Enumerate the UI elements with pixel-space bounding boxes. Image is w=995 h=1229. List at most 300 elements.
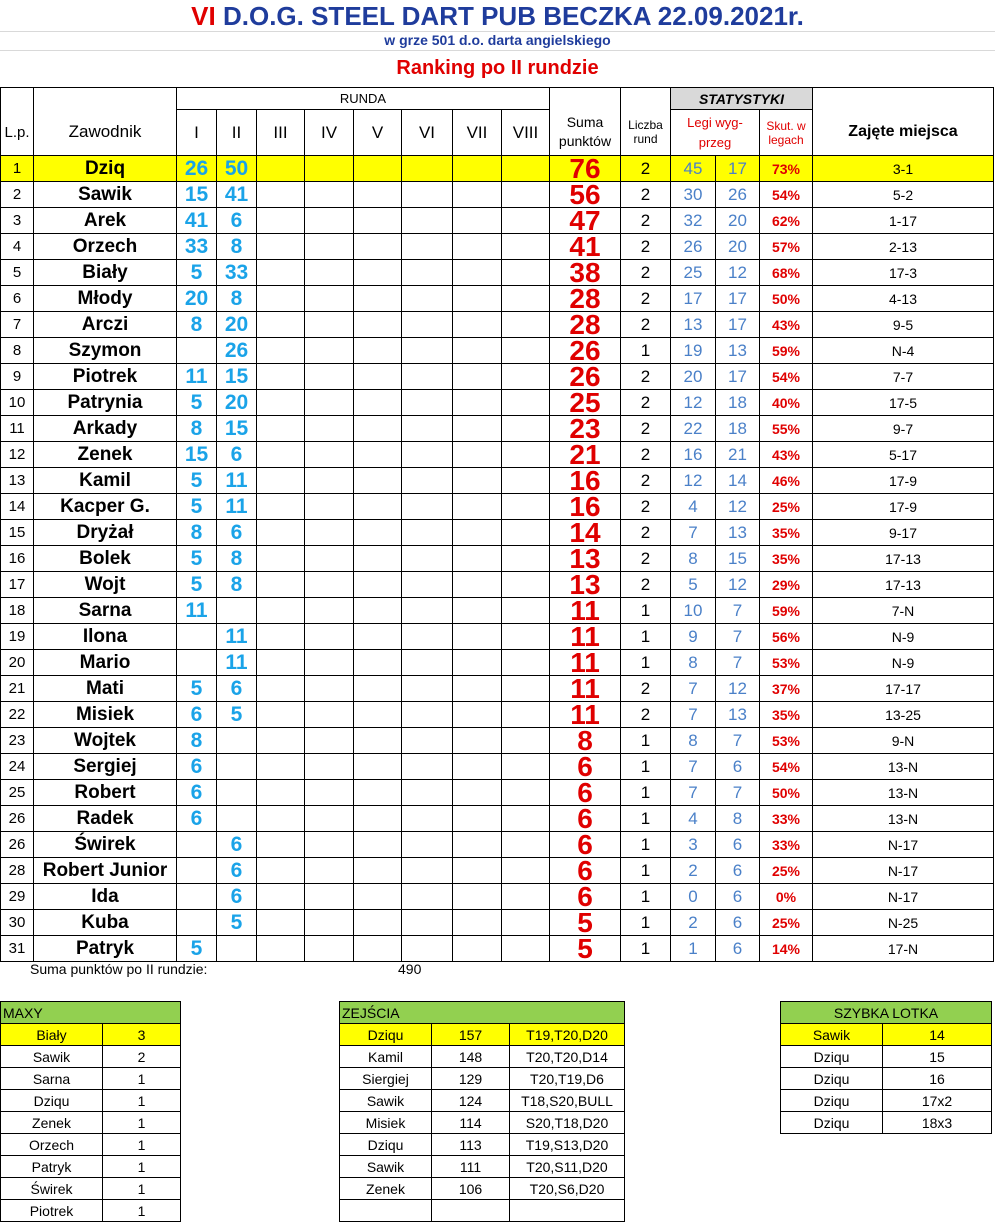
maxy-player: Piotrek [1, 1200, 103, 1222]
round-count: 2 [621, 312, 671, 338]
round-5-score [354, 260, 402, 286]
legs-lost: 12 [716, 572, 760, 598]
round-2-score: 26 [217, 338, 257, 364]
round-7-score [453, 676, 502, 702]
legs-won: 19 [671, 338, 716, 364]
round-2-score [217, 936, 257, 962]
lp-cell: 20 [1, 650, 34, 676]
round-8-score [502, 208, 550, 234]
places-taken: 13-N [813, 806, 994, 832]
round-count: 1 [621, 754, 671, 780]
legs-lost: 12 [716, 676, 760, 702]
leg-efficiency: 25% [760, 910, 813, 936]
round-count: 1 [621, 624, 671, 650]
round-count: 2 [621, 286, 671, 312]
places-taken: 13-N [813, 754, 994, 780]
legs-lost: 7 [716, 598, 760, 624]
legs-won: 2 [671, 910, 716, 936]
round-1-score: 5 [177, 676, 217, 702]
round-7-score [453, 936, 502, 962]
round-count: 2 [621, 260, 671, 286]
places-taken: 7-N [813, 598, 994, 624]
sum-points: 6 [550, 884, 621, 910]
player-name: Biały [34, 260, 177, 286]
player-name: Sergiej [34, 754, 177, 780]
places-taken: 17-17 [813, 676, 994, 702]
round-header: VIII [502, 110, 550, 156]
zejscia-row [340, 1024, 625, 1046]
maxy-count: 1 [103, 1156, 181, 1178]
round-4-score [305, 676, 354, 702]
leg-efficiency: 35% [760, 520, 813, 546]
round-count: 2 [621, 702, 671, 728]
zejscia-darts: T19,S13,D20 [510, 1134, 625, 1156]
round-5-score [354, 338, 402, 364]
round-4-score [305, 650, 354, 676]
table-row [1, 858, 994, 884]
legi-header: Legi wyg-przeg [671, 110, 760, 156]
maxy-count: 1 [103, 1178, 181, 1200]
round-count: 1 [621, 936, 671, 962]
lp-cell: 29 [1, 884, 34, 910]
round-8-score [502, 260, 550, 286]
round-4-score [305, 546, 354, 572]
sum-points: 38 [550, 260, 621, 286]
lp-cell: 4 [1, 234, 34, 260]
player-name: Robert [34, 780, 177, 806]
lp-cell: 17 [1, 572, 34, 598]
lp-cell: 21 [1, 676, 34, 702]
round-count: 1 [621, 728, 671, 754]
round-4-score [305, 832, 354, 858]
legs-won: 8 [671, 728, 716, 754]
round-3-score [257, 520, 305, 546]
maxy-row [1, 1156, 181, 1178]
sum-points: 11 [550, 702, 621, 728]
lp-cell: 3 [1, 208, 34, 234]
sum-points: 6 [550, 754, 621, 780]
round-3-score [257, 910, 305, 936]
empty-cell [340, 1200, 432, 1222]
places-taken: 17-13 [813, 572, 994, 598]
sum-points: 6 [550, 780, 621, 806]
leg-efficiency: 54% [760, 182, 813, 208]
player-name: Kacper G. [34, 494, 177, 520]
round-5-score [354, 598, 402, 624]
places-taken: 2-13 [813, 234, 994, 260]
round-header: VII [453, 110, 502, 156]
sum-points: 8 [550, 728, 621, 754]
round-6-score [402, 390, 453, 416]
round-1-score: 8 [177, 520, 217, 546]
round-6-score [402, 884, 453, 910]
places-taken: 9-17 [813, 520, 994, 546]
round-6-score [402, 364, 453, 390]
maxy-player: Orzech [1, 1134, 103, 1156]
round-2-score [217, 728, 257, 754]
lp-cell: 10 [1, 390, 34, 416]
round-6-score [402, 286, 453, 312]
round-7-score [453, 780, 502, 806]
round-count: 2 [621, 416, 671, 442]
round-7-score [453, 312, 502, 338]
leg-efficiency: 37% [760, 676, 813, 702]
legs-lost: 6 [716, 754, 760, 780]
lp-cell: 15 [1, 520, 34, 546]
legs-won: 22 [671, 416, 716, 442]
leg-efficiency: 29% [760, 572, 813, 598]
round-7-score [453, 416, 502, 442]
round-count: 1 [621, 858, 671, 884]
player-name: Ida [34, 884, 177, 910]
round-count: 1 [621, 598, 671, 624]
zejscia-points: 124 [432, 1090, 510, 1112]
round-count: 2 [621, 156, 671, 182]
round-6-score [402, 572, 453, 598]
zejscia-player: Misiek [340, 1112, 432, 1134]
maxy-row [1, 1024, 181, 1046]
round-header: II [217, 110, 257, 156]
sum-points: 47 [550, 208, 621, 234]
round-4-score [305, 598, 354, 624]
places-taken: 17-13 [813, 546, 994, 572]
round-2-score: 11 [217, 650, 257, 676]
zejscia-player: Kamil [340, 1046, 432, 1068]
places-taken: 17-5 [813, 390, 994, 416]
places-taken: N-25 [813, 910, 994, 936]
legs-lost: 6 [716, 832, 760, 858]
round-8-score [502, 546, 550, 572]
round-6-score [402, 494, 453, 520]
statystyki-header: STATYSTYKI [671, 88, 813, 110]
round-count: 1 [621, 832, 671, 858]
round-8-score [502, 520, 550, 546]
lp-cell: 2 [1, 182, 34, 208]
round-3-score [257, 598, 305, 624]
player-name: Kuba [34, 910, 177, 936]
table-row [1, 884, 994, 910]
zawodnik-header: Zawodnik [34, 110, 177, 156]
round-2-score [217, 780, 257, 806]
round-8-score [502, 468, 550, 494]
round-3-score [257, 832, 305, 858]
table-row [1, 156, 994, 182]
sum-points: 16 [550, 468, 621, 494]
round-7-score [453, 910, 502, 936]
legs-won: 5 [671, 572, 716, 598]
round-7-score [453, 884, 502, 910]
round-2-score: 33 [217, 260, 257, 286]
round-8-score [502, 702, 550, 728]
round-6-score [402, 234, 453, 260]
szybka-darts: 16 [883, 1068, 992, 1090]
legs-won: 25 [671, 260, 716, 286]
round-7-score [453, 364, 502, 390]
round-7-score [453, 156, 502, 182]
maxy-count: 1 [103, 1134, 181, 1156]
round-3-score [257, 416, 305, 442]
round-8-score [502, 910, 550, 936]
legs-won: 30 [671, 182, 716, 208]
lp-cell: 11 [1, 416, 34, 442]
round-5-score [354, 364, 402, 390]
round-5-score [354, 520, 402, 546]
round-3-score [257, 260, 305, 286]
round-8-score [502, 806, 550, 832]
lp-cell: 5 [1, 260, 34, 286]
round-3-score [257, 572, 305, 598]
round-7-score [453, 650, 502, 676]
zejscia-player: Sawik [340, 1090, 432, 1112]
sum-points: 14 [550, 520, 621, 546]
maxy-player: Sawik [1, 1046, 103, 1068]
round-6-score [402, 780, 453, 806]
round-7-score [453, 468, 502, 494]
places-taken: 1-17 [813, 208, 994, 234]
leg-efficiency: 25% [760, 494, 813, 520]
round-1-score [177, 910, 217, 936]
table-row [1, 260, 994, 286]
round-4-score [305, 312, 354, 338]
round-3-score [257, 182, 305, 208]
maxy-player: Zenek [1, 1112, 103, 1134]
round-4-score [305, 364, 354, 390]
round-8-score [502, 364, 550, 390]
round-4-score [305, 858, 354, 884]
round-7-score [453, 572, 502, 598]
sum-points: 11 [550, 624, 621, 650]
round-6-score [402, 650, 453, 676]
table-row [1, 390, 994, 416]
round-8-score [502, 442, 550, 468]
round-3-score [257, 364, 305, 390]
round-7-score [453, 390, 502, 416]
round-8-score [502, 754, 550, 780]
round-6-score [402, 546, 453, 572]
lp-cell: 12 [1, 442, 34, 468]
round-4-score [305, 520, 354, 546]
round-8-score [502, 832, 550, 858]
leg-efficiency: 35% [760, 702, 813, 728]
player-name: Szymon [34, 338, 177, 364]
zejscia-darts: S20,T18,D20 [510, 1112, 625, 1134]
legs-lost: 6 [716, 884, 760, 910]
places-taken: N-4 [813, 338, 994, 364]
lp-cell: 30 [1, 910, 34, 936]
round-7-score [453, 182, 502, 208]
player-name: Dziq [34, 156, 177, 182]
legs-won: 7 [671, 780, 716, 806]
lp-cell: 26 [1, 806, 34, 832]
leg-efficiency: 33% [760, 806, 813, 832]
round-2-score: 8 [217, 286, 257, 312]
leg-efficiency: 55% [760, 416, 813, 442]
round-1-score: 11 [177, 364, 217, 390]
round-6-score [402, 624, 453, 650]
sum-points: 6 [550, 806, 621, 832]
legs-won: 13 [671, 312, 716, 338]
table-row [1, 546, 994, 572]
round-8-score [502, 624, 550, 650]
places-taken: N-17 [813, 858, 994, 884]
round-6-score [402, 260, 453, 286]
ranking-table [0, 87, 994, 962]
zejscia-player: Dziqu [340, 1134, 432, 1156]
zejscia-points: 148 [432, 1046, 510, 1068]
sum-points: 41 [550, 234, 621, 260]
round-7-score [453, 598, 502, 624]
legs-lost: 20 [716, 234, 760, 260]
round-4-score [305, 702, 354, 728]
legs-lost: 18 [716, 390, 760, 416]
sum-points: 13 [550, 546, 621, 572]
round-2-score: 15 [217, 416, 257, 442]
round-2-score: 11 [217, 494, 257, 520]
lp-cell: 9 [1, 364, 34, 390]
leg-efficiency: 53% [760, 650, 813, 676]
sum-points: 28 [550, 312, 621, 338]
leg-efficiency: 25% [760, 858, 813, 884]
szybka-player: Dziqu [781, 1090, 883, 1112]
table-row [1, 520, 994, 546]
leg-efficiency: 59% [760, 338, 813, 364]
round-8-score [502, 494, 550, 520]
round-1-score: 6 [177, 754, 217, 780]
lp-cell: 23 [1, 728, 34, 754]
round-4-score [305, 754, 354, 780]
sum-points: 5 [550, 936, 621, 962]
legs-won: 32 [671, 208, 716, 234]
legs-lost: 20 [716, 208, 760, 234]
round-count: 2 [621, 208, 671, 234]
zajete-header: Zajęte miejsca [813, 110, 994, 156]
round-5-score [354, 728, 402, 754]
round-4-score [305, 806, 354, 832]
legs-lost: 13 [716, 520, 760, 546]
player-name: Arek [34, 208, 177, 234]
legs-won: 7 [671, 520, 716, 546]
lp-cell: 13 [1, 468, 34, 494]
places-taken: N-9 [813, 650, 994, 676]
legs-lost: 6 [716, 910, 760, 936]
szybka-player: Sawik [781, 1024, 883, 1046]
round-4-score [305, 338, 354, 364]
legs-won: 3 [671, 832, 716, 858]
round-2-score: 6 [217, 858, 257, 884]
legs-won: 12 [671, 390, 716, 416]
leg-efficiency: 54% [760, 364, 813, 390]
skut-header: Skut. w legach [760, 110, 813, 156]
round-4-score [305, 884, 354, 910]
round-3-score [257, 728, 305, 754]
round-1-score: 5 [177, 494, 217, 520]
round-7-score [453, 286, 502, 312]
round-1-score [177, 884, 217, 910]
round-7-score [453, 624, 502, 650]
sum-points: 26 [550, 364, 621, 390]
maxy-count: 1 [103, 1200, 181, 1222]
table-row [1, 494, 994, 520]
round-1-score: 33 [177, 234, 217, 260]
round-2-score: 11 [217, 468, 257, 494]
round-1-score: 5 [177, 390, 217, 416]
round-count: 2 [621, 572, 671, 598]
ranking-title: Ranking po II rundzie [396, 57, 599, 79]
round-count: 1 [621, 780, 671, 806]
leg-efficiency: 62% [760, 208, 813, 234]
round-7-score [453, 338, 502, 364]
szybka-lotka-table [780, 1001, 992, 1134]
legs-won: 7 [671, 676, 716, 702]
maxy-title: MAXY [1, 1002, 103, 1024]
round-3-score [257, 624, 305, 650]
zejscia-player: Dziqu [340, 1024, 432, 1046]
szybka-player: Dziqu [781, 1046, 883, 1068]
legs-won: 8 [671, 650, 716, 676]
sum-points: 5 [550, 910, 621, 936]
table-row [1, 650, 994, 676]
zejscia-points: 113 [432, 1134, 510, 1156]
leg-efficiency: 35% [760, 546, 813, 572]
round-1-score: 5 [177, 260, 217, 286]
player-name: Piotrek [34, 364, 177, 390]
round-2-score: 6 [217, 832, 257, 858]
legs-lost: 12 [716, 494, 760, 520]
round-2-score: 11 [217, 624, 257, 650]
round-2-score: 8 [217, 234, 257, 260]
leg-efficiency: 59% [760, 598, 813, 624]
round-5-score [354, 754, 402, 780]
round-3-score [257, 702, 305, 728]
suma-header: Suma punktów [550, 110, 621, 156]
round-8-score [502, 234, 550, 260]
round-4-score [305, 260, 354, 286]
legs-lost: 7 [716, 780, 760, 806]
round-1-score: 8 [177, 728, 217, 754]
round-1-score [177, 832, 217, 858]
sum-points: 13 [550, 572, 621, 598]
legs-won: 12 [671, 468, 716, 494]
zejscia-row [340, 1178, 625, 1200]
round-7-score [453, 858, 502, 884]
round-3-score [257, 650, 305, 676]
player-name: Sarna [34, 598, 177, 624]
szybka-row [781, 1090, 992, 1112]
round-5-score [354, 286, 402, 312]
legs-lost: 21 [716, 442, 760, 468]
zejscia-player: Sawik [340, 1156, 432, 1178]
zejscia-darts: T20,S6,D20 [510, 1178, 625, 1200]
places-taken: 9-7 [813, 416, 994, 442]
round-1-score: 41 [177, 208, 217, 234]
places-taken: N-9 [813, 624, 994, 650]
round-header: III [257, 110, 305, 156]
lp-cell: 24 [1, 754, 34, 780]
legs-won: 1 [671, 936, 716, 962]
maxy-row [1, 1134, 181, 1156]
places-taken: 17-9 [813, 468, 994, 494]
places-taken: 4-13 [813, 286, 994, 312]
round-4-score [305, 234, 354, 260]
sum-points: 16 [550, 494, 621, 520]
leg-efficiency: 56% [760, 624, 813, 650]
round-5-score [354, 546, 402, 572]
round-3-score [257, 806, 305, 832]
places-taken: 9-N [813, 728, 994, 754]
sum-points: 6 [550, 832, 621, 858]
table-row [1, 936, 994, 962]
legs-lost: 26 [716, 182, 760, 208]
